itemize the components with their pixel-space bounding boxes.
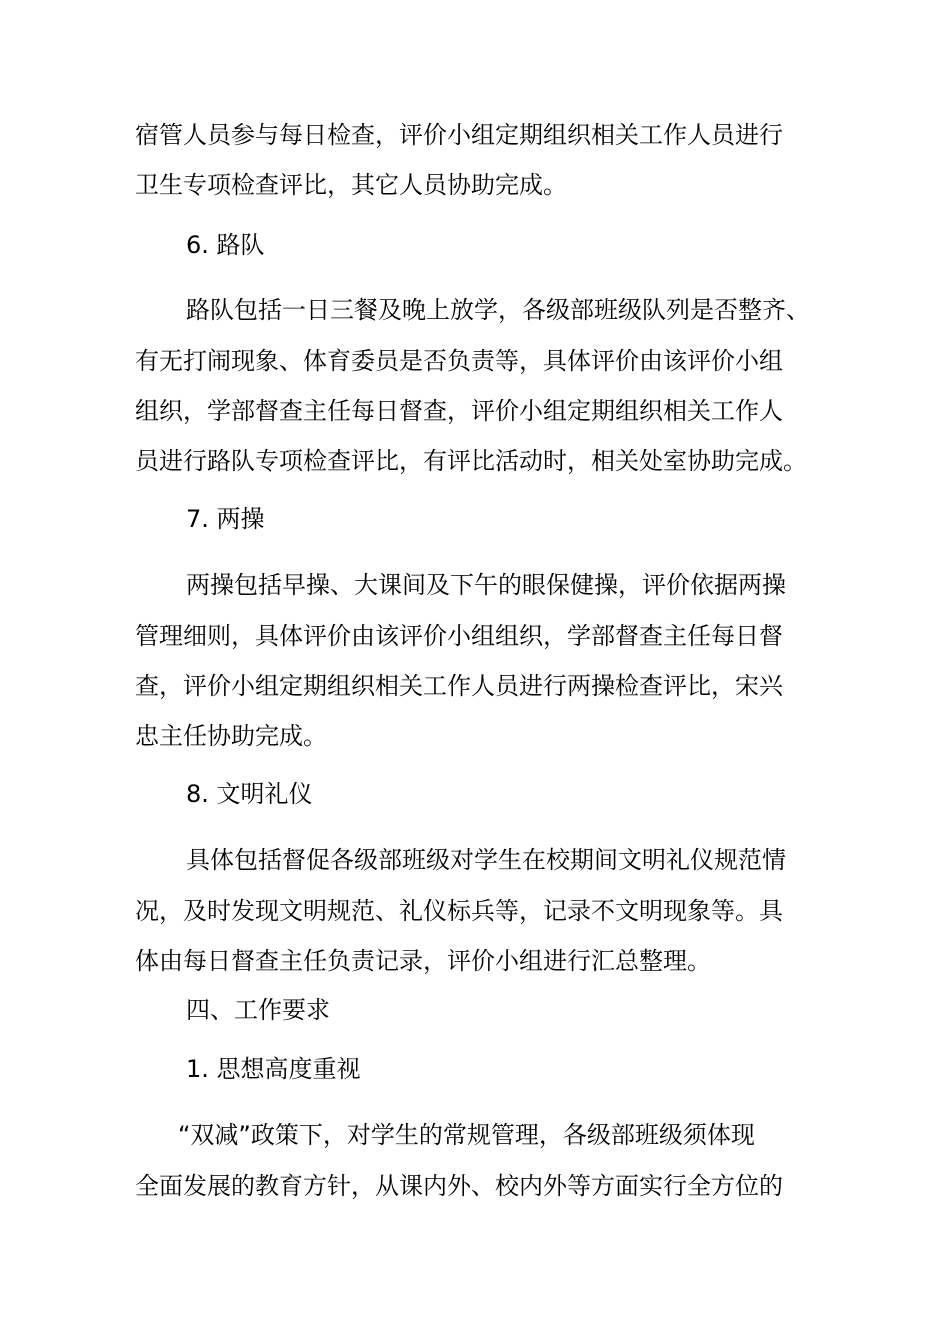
paragraph-line: 忠主任协助完成。 (135, 722, 327, 750)
paragraph-line: 有无打闹现象、体育委员是否负责等，具体评价由该评价小组 (135, 347, 783, 375)
paragraph-line: 组织，学部督查主任每日督查，评价小组定期组织相关工作人 (135, 397, 783, 425)
paragraph-line: 查，评价小组定期组织相关工作人员进行两操检查评比，宋兴 (135, 672, 783, 700)
paragraph-line: 卫生专项检查评比，其它人员协助完成。 (135, 171, 567, 199)
paragraph-line: 员进行路队专项检查评比，有评比活动时，相关处室协助完成。 (135, 447, 807, 475)
paragraph-line: 宿管人员参与每日检查，评价小组定期组织相关工作人员进行 (135, 121, 783, 149)
paragraph-line: 况，及时发现文明规范、礼仪标兵等，记录不文明现象等。具 (135, 897, 783, 925)
section-heading: 1. 思想高度重视 (186, 1055, 361, 1083)
paragraph-line: 具体包括督促各级部班级对学生在校期间文明礼仪规范情 (186, 846, 786, 874)
paragraph-line: 体由每日督查主任负责记录，评价小组进行汇总整理。 (135, 947, 711, 975)
paragraph-line: 管理细则，具体评价由该评价小组组织，学部督查主任每日督 (135, 622, 783, 650)
section-heading: 6. 路队 (186, 231, 265, 259)
section-heading: 7. 两操 (186, 505, 265, 533)
paragraph-line: 路队包括一日三餐及晚上放学，各级部班级队列是否整齐、 (186, 296, 810, 324)
section-heading: 四、工作要求 (186, 996, 330, 1024)
paragraph-line: 两操包括早操、大课间及下午的眼保健操，评价依据两操 (186, 571, 786, 599)
paragraph-line: 全面发展的教育方针，从课内外、校内外等方面实行全方位的 (135, 1172, 783, 1200)
paragraph-line: “双减”政策下，对学生的常规管理，各级部班级须体现 (178, 1121, 755, 1149)
section-heading: 8. 文明礼仪 (186, 780, 313, 808)
